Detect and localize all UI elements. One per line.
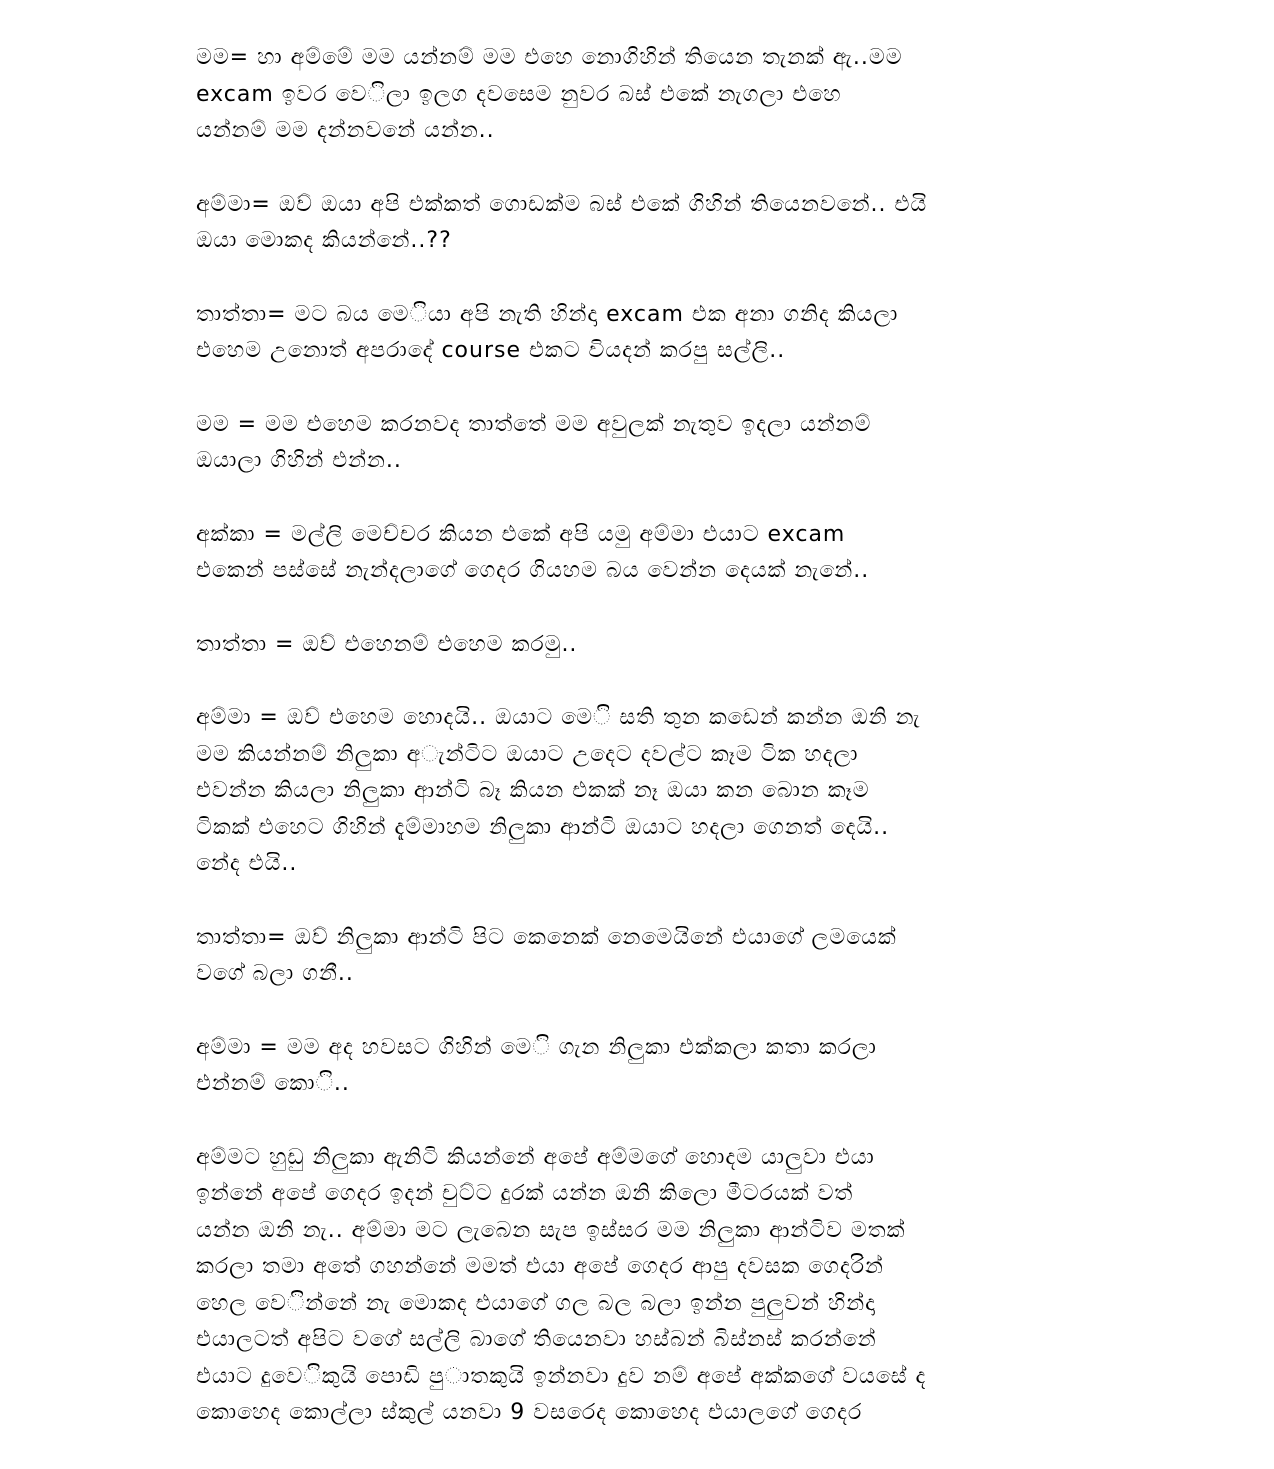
text-line: එයාට දුවෙ◌ිකුයි පොඩි පු◌ාතකුයි ඉන්නවා දුව නම් අපේ අක්කගේ වයසේ ද — [196, 1363, 927, 1389]
paragraph — [196, 187, 1096, 260]
text-line: නේද එයි.. — [196, 851, 298, 876]
text-line: මම= හා අම්මේ මම යන්නම් මම එහෙ නොගිහින් තියෙන තැනක් ඇ..මම — [196, 45, 903, 70]
text-line: එන්නම් කො◌ි.. — [196, 1071, 350, 1096]
paragraph — [196, 920, 1096, 993]
text-line: අම්මට හුඩු නිලුකා ඇනිටි කියන්නේ අපේ අම්මගේ හොදම යාලුවා එයා — [196, 1144, 875, 1170]
text-line: එයාලටත් අපිට වගේ සල්ලි බාගේ තියෙනවා හස්බන් බිස්නස් කරන්නේ — [196, 1327, 877, 1352]
text-line: excam ඉවර වෙ◌ිලා ඉලග දවසෙම නුවර බස් එකේ නැගලා එහෙ — [196, 81, 842, 107]
paragraph — [196, 517, 1096, 590]
text-line: මම = මම එහෙම කරනවද තාත්තේ මම අවුලක් නැතුව ඉදලා යන්නම් — [196, 411, 872, 437]
text-line: ඉන්නේ අපේ ගෙදර ඉදන් චුට්ට දුරක් යන්න ඔනි කිලො මීටරයක් වත් — [196, 1181, 854, 1206]
text-line: එහෙම උනොත් අපරාදේ course එකට වියදන් කරපු සල්ලි.. — [196, 338, 786, 363]
text-line: කොහෙද කොල්ලා ස්කුල් යනවා 9 වසරෙද කොහෙද එයාලගේ ගෙදර — [196, 1400, 863, 1425]
paragraph — [196, 700, 1096, 883]
text-line: අම්මා= ඔව් ඔයා අපි එක්කත් ගොඩක්ම බස් එකේ ගිහින් තියෙනවනේ.. එයි — [196, 191, 928, 217]
text-line: එකෙන් පස්සේ නැන්දලාගේ ගෙදර ගියහම බය වෙන්න දෙයක් නැනේ.. — [196, 558, 870, 583]
paragraph — [196, 297, 1096, 370]
text-line: එවන්න කියලා නිලුකා ආන්ටි බෑ කියන එකක් නෑ ඔයා කන බොන කෑම — [196, 778, 870, 803]
document-page — [196, 40, 1096, 1469]
text-line: වගේ බලා ගනී.. — [196, 961, 354, 986]
text-line: ඔයා මොකද කියන්නේ..?? — [196, 228, 452, 253]
text-line: තාත්තා= ඔව් නිලුකා ආන්ටි පිට කෙනෙක් නෙමෙයිනේ එයාගේ ලමයෙක් — [196, 924, 897, 950]
text-line: කරලා තමා අතේ ගහන්නේ මමත් එයා අපේ ගෙදර ආපු දවසක ගෙදරින් — [196, 1254, 884, 1279]
text-line: තාත්තා= මට බය මෙ◌ියා අපි නැති හින්දා excam එක අනා ගනිද කියලා — [196, 301, 899, 327]
text-line: අම්මා = මම අද හවසට ගිහින් මෙ◌ි ගැන නිලුකා එක්කලා කතා කරලා — [196, 1034, 877, 1060]
paragraph — [196, 1030, 1096, 1103]
paragraph — [196, 627, 1096, 664]
text-line: යන්න ඔනි නැ.. අම්මා මට ලැබෙන සැප ඉස්සර මම නිලුකා ආන්ටිව මතක් — [196, 1217, 906, 1243]
text-line: යන්නම් මම දන්නවනේ යන්න.. — [196, 118, 495, 143]
paragraph — [196, 40, 1096, 150]
paragraph — [196, 407, 1096, 480]
paragraph — [196, 1140, 1096, 1432]
text-line: අම්මා = ඔව් එහෙම හොදයි.. ඔයාට මෙ◌ි සති තුන කඩෙන් කන්න ඔනි නැ — [196, 705, 921, 730]
text-line: ටිකක් එහෙට ගිහින් දැම්මාහම නිලුකා ආන්ටි ඔයාට හදලා ගෙනත් දෙයි.. — [196, 814, 890, 840]
text-line: තාත්තා = ඔව් එහෙනම් එහෙම කරමු.. — [196, 631, 578, 657]
text-line: මම කියන්නම් නිලුකා අ◌ැන්ටිට ඔයාට උදෙට දවල්ට කෑම ටික හදලා — [196, 741, 859, 767]
text-line: හෙල වෙ◌ින්නේ නැ මොකද එයාගේ ගල බල බලා ඉන්න පුලුවන් හින්දා — [196, 1290, 876, 1316]
text-line: අක්කා = මල්ලි මෙච්චර කියන එකේ අපි යමු අම්මා එයාට excam — [196, 521, 846, 547]
text-line: ඔයාලා ගිහින් එන්න.. — [196, 448, 402, 473]
